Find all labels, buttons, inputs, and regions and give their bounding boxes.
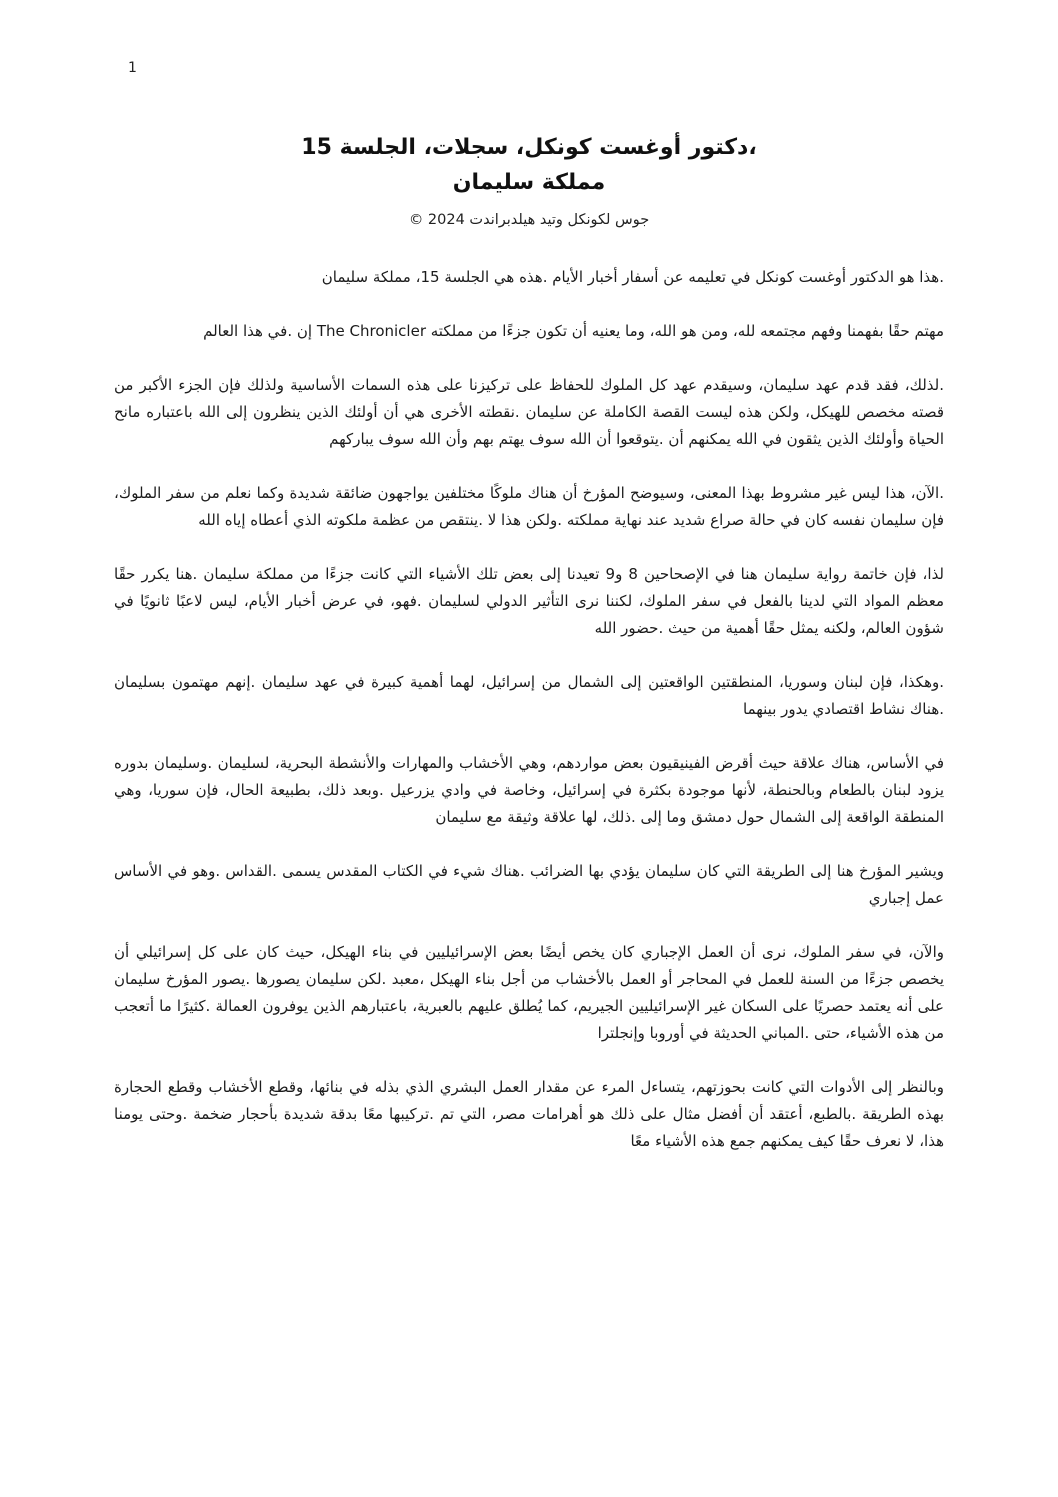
title-line-2: مملكة سليمان xyxy=(452,170,606,195)
paragraph-2: مهتم حقًا بفهمنا وفهم مجتمعه لله، ومن هو الله، وما يعنيه أن تكون جزءًا من مملكته The Chronicler إن .في هذا العالم xyxy=(203,322,944,340)
page-number: 1 xyxy=(128,60,137,76)
paragraph-1: .هذا هو الدكتور أوغست كونكل في تعليمه عن أسفار أخبار الأيام .هذه هي الجلسة 15، مملكة سليمان xyxy=(321,268,944,286)
copyright-line: جوس لكونكل وتيد هيلدبراندت 2024 © xyxy=(408,212,650,228)
body-paragraphs xyxy=(114,264,944,1155)
title-line-1: ،دكتور أوغست كونكل، سجلات، الجلسة 15 xyxy=(301,135,757,160)
paragraph-9: والآن، في سفر الملوك، نرى أن العمل الإجباري كان يخص أيضًا بعض الإسرائيليين في بناء الهيكل، حيث كان على كل إسرائيلي أن يخصص جزءًا من السنة للعمل في المحاجر أو العمل بالأخشاب من أجل بناء الهيكل ،معبد .لكن سليمان يصورها .يصور المؤرخ سليمان على أنه يعتمد حصريًا على السكان غير الإسرائيليين الجيريم، كما يُطلق عليهم بالعبرية، باعتبارهم الذين يوفرون العمالة .كثيرًا ما أتعجب من هذه الأشياء، حتى .المباني الحديثة في أوروبا وإنجلترا xyxy=(114,943,944,1042)
paragraph-5: لذا، فإن خاتمة رواية سليمان هنا في الإصحاحين 8 و9 تعيدنا إلى بعض تلك الأشياء التي كانت جزءًا من مملكة سليمان .هنا يكرر حقًا معظم المواد التي لدينا بالفعل في سفر الملوك، لكننا نرى التأثير الدولي لسليمان .فهو، في عرض أخبار الأيام، ليس لاعبًا ثانويًا في شؤون العالم، ولكنه يمثل حقًا أهمية من حيث .حضور الله xyxy=(114,565,945,637)
paragraph-7: في الأساس، هناك علاقة حيث أقرض الفينيقيون بعض مواردهم، وهي الأخشاب والمهارات والأنشطة البحرية، لسليمان .وسليمان بدوره يزود لبنان بالطعام وبالحنطة، لأنها موجودة بكثرة في إسرائيل، وخاصة في وادي يزرعيل .وبعد ذلك، بطبيعة الحال، فإن سوريا، وهي المنطقة الواقعة إلى الشمال حول دمشق وما إلى .ذلك، لها علاقة وثيقة مع سليمان xyxy=(114,754,944,826)
document-title xyxy=(114,130,944,200)
paragraph-8: ويشير المؤرخ هنا إلى الطريقة التي كان سليمان يؤدي بها الضرائب .هناك شيء في الكتاب المقدس يسمى .القداس .وهو في الأساس عمل إجباري xyxy=(114,862,944,907)
paragraph-10: وبالنظر إلى الأدوات التي كانت بحوزتهم، يتساءل المرء عن مقدار العمل البشري الذي بذله في بنائها، وقطع الأخشاب وقطع الحجارة بهذه الطريقة .بالطبع، أعتقد أن أفضل مثال على ذلك هو أهرامات مصر، التي تم .تركيبها معًا بدقة شديدة بأحجار ضخمة .وحتى يومنا هذا، لا نعرف حقًا كيف يمكنهم جمع هذه الأشياء معًا xyxy=(114,1078,944,1150)
paragraph-4: .الآن، هذا ليس غير مشروط بهذا المعنى، وسيوضح المؤرخ أن هناك ملوكًا مختلفين يواجهون ضائقة شديدة وكما نعلم من سفر الملوك، فإن سليمان نفسه كان في حالة صراع شديد عند نهاية مملكته .ولكن هذا لا .ينتقص من عظمة ملكوته الذي أعطاه إياه الله xyxy=(114,484,944,529)
paragraph-3: .لذلك، فقد قدم عهد سليمان، وسيقدم عهد كل الملوك للحفاظ على تركيزنا على هذه السمات الأساسية ولذلك فإن الجزء الأكبر من قصته مخصص للهيكل، ولكن هذه ليست القصة الكاملة عن سليمان .نقطته الأخرى هي أن أولئك الذين ينظرون إلى الله باعتباره مانح الحياة وأولئك الذين يثقون في الله يمكنهم أن .يتوقعوا أن الله سوف يهتم بهم وأن الله سوف يباركهم xyxy=(114,376,944,448)
paragraph-6: .وهكذا، فإن لبنان وسوريا، المنطقتين الواقعتين إلى الشمال من إسرائيل، لهما أهمية كبيرة في عهد سليمان .إنهم مهتمون بسليمان .هناك نشاط اقتصادي يدور بينهما xyxy=(114,673,944,718)
